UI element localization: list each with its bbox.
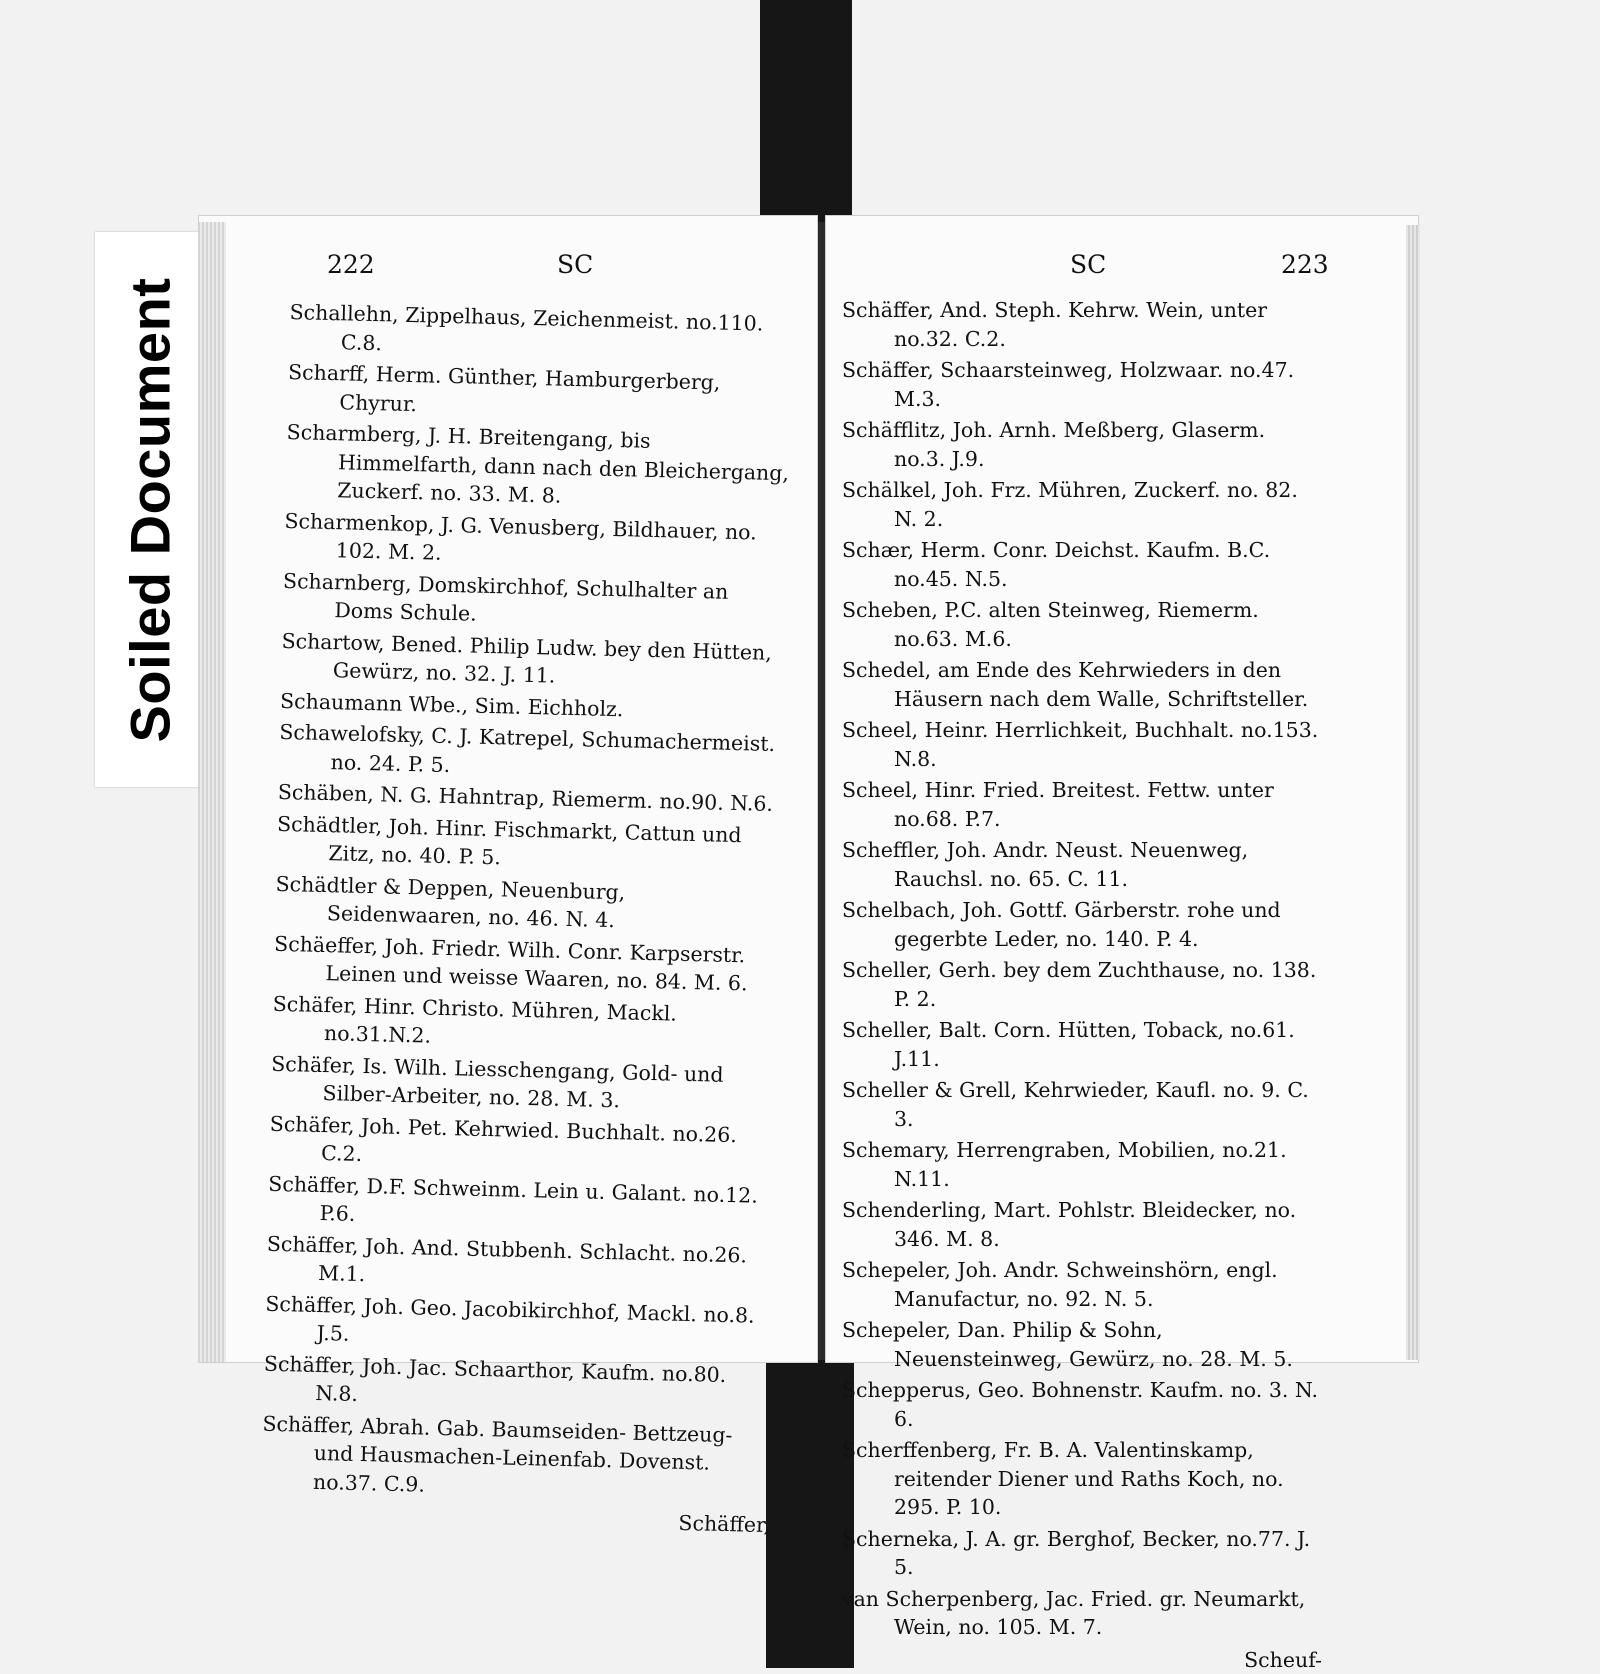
directory-entry: Schäfer, Is. Wilh. Liesschengang, Gold- und Silber-Arbeiter, no. 28. M. 3. [270,1049,781,1118]
right-page-edges [1406,225,1420,1360]
directory-entry: Schawelofsky, C. J. Katrepel, Schumachermeist. no. 24. P. 5. [278,718,789,787]
directory-entry: Schäfer, Joh. Pet. Kehrwied. Buchhalt. no.26. C.2. [269,1109,780,1178]
directory-entry: Schartow, Bened. Philip Ludw. bey den Hütten, Gewürz, no. 32. J. 11. [281,626,792,695]
right-catchword: Scheuf- [842,1646,1322,1674]
book-gutter [818,222,825,1360]
directory-entry: Schädtler, Joh. Hinr. Fischmarkt, Cattun und Zitz, no. 40. P. 5. [276,809,787,878]
left-catchword: Schäffer, [260,1499,771,1540]
directory-entry: Schepperus, Geo. Bohnenstr. Kaufm. no. 3. N. 6. [842,1376,1322,1433]
right-page-number: 223 [1281,250,1329,279]
directory-entry: Schelbach, Joh. Gottf. Gärberstr. rohe und gegerbte Leder, no. 140. P. 4. [842,896,1322,953]
directory-entry: Scharnberg, Domskirchhof, Schulhalter an Doms Schule. [282,566,793,635]
left-entry-list [260,298,800,1540]
directory-entry: Schäffer, Schaarsteinweg, Holzwaar. no.47. M.3. [842,356,1322,413]
directory-entry: Schäffer, Joh. And. Stubbenh. Schlacht. no.26. M.1. [266,1229,777,1298]
directory-entry: Scharff, Herm. Günther, Hamburgerberg, Chyrur. [287,358,798,427]
directory-entry: Schäffer, Joh. Geo. Jacobikirchhof, Mackl. no.8. J.5. [264,1289,775,1358]
directory-entry: Schaumann Wbe., Sim. Eichholz. [280,686,791,727]
directory-entry: Schäffer, D.F. Schweinm. Lein u. Galant. no.12. P.6. [267,1169,778,1238]
directory-entry: Scheffler, Joh. Andr. Neust. Neuenweg, Rauchsl. no. 65. C. 11. [842,836,1322,893]
directory-entry: Schädtler & Deppen, Neuenburg, Seidenwaaren, no. 46. N. 4. [275,869,786,938]
directory-entry: Schäfer, Hinr. Christo. Mühren, Mackl. no.31.N.2. [272,989,783,1058]
directory-entry: Schäeffer, Joh. Friedr. Wilh. Conr. Karpserstr. Leinen und weisse Waaren, no. 84. M. 6. [273,929,784,998]
binding-strap-top [760,0,852,230]
directory-entry: Schälkel, Joh. Frz. Mühren, Zuckerf. no. 82. N. 2. [842,476,1322,533]
directory-entry: Schenderling, Mart. Pohlstr. Bleidecker, no. 346. M. 8. [842,1196,1322,1253]
directory-entry: Schallehn, Zippelhaus, Zeichenmeist. no.110. C.8. [289,298,800,367]
binding-strap-bottom [766,1360,854,1668]
directory-entry: Scharmenkop, J. G. Venusberg, Bildhauer, no. 102. M. 2. [284,506,795,575]
directory-entry: van Scherpenberg, Jac. Fried. gr. Neumarkt, Wein, no. 105. M. 7. [842,1585,1322,1642]
left-page-edges [198,222,226,1362]
directory-entry: Scherffenberg, Fr. B. A. Valentinskamp, reitender Diener und Raths Koch, no. 295. P. 10. [842,1436,1322,1522]
directory-entry: Scheel, Hinr. Fried. Breitest. Fettw. unter no.68. P.7. [842,776,1322,833]
directory-entry: Schepeler, Dan. Philip & Sohn, Neuensteinweg, Gewürz, no. 28. M. 5. [842,1316,1322,1373]
directory-entry: Scherneka, J. A. gr. Berghof, Becker, no.77. J. 5. [842,1525,1322,1582]
directory-entry: Scheller, Balt. Corn. Hütten, Toback, no.61. J.11. [842,1016,1322,1073]
right-page-header: SC [1070,250,1106,279]
left-page-header: SC [557,250,593,279]
directory-entry: Schedel, am Ende des Kehrwieders in den Häusern nach dem Walle, Schriftsteller. [842,656,1322,713]
directory-entry: Schepeler, Joh. Andr. Schweinshörn, engl. Manufactur, no. 92. N. 5. [842,1256,1322,1313]
directory-entry: Scheben, P.C. alten Steinweg, Riemerm. no.63. M.6. [842,596,1322,653]
directory-entry: Schäben, N. G. Hahntrap, Riemerm. no.90. N.6. [278,778,789,819]
directory-entry: Scheller & Grell, Kehrwieder, Kaufl. no. 9. C. 3. [842,1076,1322,1133]
directory-entry: Schær, Herm. Conr. Deichst. Kaufm. B.C. no.45. N.5. [842,536,1322,593]
directory-entry: Schäffer, Abrah. Gab. Baumseiden- Bettzeug- und Hausmachen-Leinenfab. Dovenst. no.37. C.9. [261,1409,773,1507]
directory-entry: Scharmberg, J. H. Breitengang, bis Himmelfarth, dann nach den Bleichergang, Zuckerf. no. 33. M. 8. [285,418,797,516]
directory-entry: Schäffer, And. Steph. Kehrw. Wein, unter no.32. C.2. [842,296,1322,353]
directory-entry: Schäfflitz, Joh. Arnh. Meßberg, Glaserm. no.3. J.9. [842,416,1322,473]
soiled-document-label: Soiled Document [118,278,183,743]
left-page-number: 222 [327,250,375,279]
right-entry-list [842,296,1322,1674]
directory-entry: Scheel, Heinr. Herrlichkeit, Buchhalt. no.153. N.8. [842,716,1322,773]
directory-entry: Schäffer, Joh. Jac. Schaarthor, Kaufm. no.80. N.8. [263,1349,774,1418]
directory-entry: Scheller, Gerh. bey dem Zuchthause, no. 138. P. 2. [842,956,1322,1013]
directory-entry: Schemary, Herrengraben, Mobilien, no.21. N.11. [842,1136,1322,1193]
